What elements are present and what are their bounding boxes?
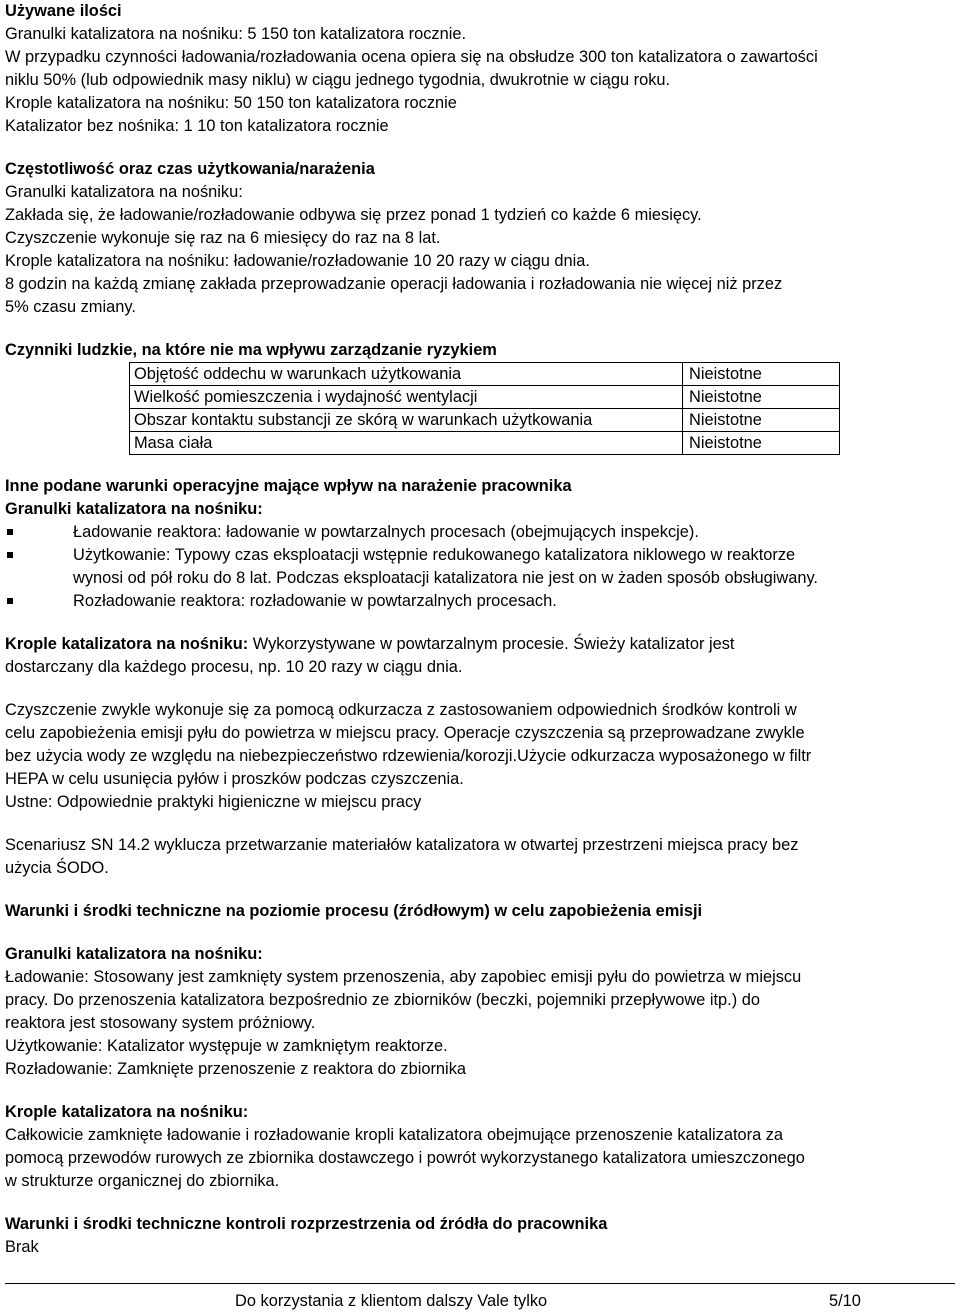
text-line xyxy=(5,633,955,656)
subheading-granules: Granulki katalizatora na nośniku: xyxy=(5,500,263,518)
text-line: Ustne: Odpowiednie praktyki higieniczne w miejscu pracy xyxy=(5,793,422,811)
text-line: Katalizator bez nośnika: 1 10 ton katalizatora rocznie xyxy=(5,117,389,135)
text-line: Ładowanie: Stosowany jest zamknięty system przenoszenia, aby zapobiec emisji pyłu do powietrza w miejscu xyxy=(5,968,802,986)
text-line: Czyszczenie wykonuje się raz na 6 miesięcy do raz na 8 lat. xyxy=(5,229,441,247)
subheading-drops: Krople katalizatora na nośniku: xyxy=(5,1103,249,1121)
text-line: Krople katalizatora na nośniku: 50 150 ton katalizatora rocznie xyxy=(5,94,457,112)
subheading-granules: Granulki katalizatora na nośniku: xyxy=(5,945,263,963)
text-line: W przypadku czynności ładowania/rozładowania ocena opiera się na obsłudze 300 ton katalizatora o zawartości xyxy=(5,48,818,66)
text-line: Zakłada się, że ładowanie/rozładowanie odbywa się przez ponad 1 tydzień co każde 6 miesięcy. xyxy=(5,206,702,224)
text-line: Użytkowanie: Katalizator występuje w zamkniętym reaktorze. xyxy=(5,1037,448,1055)
footer-text: Do korzystania z klientom dalszy Vale tylko xyxy=(235,1292,548,1310)
text-line: użycia ŚODO. xyxy=(5,859,109,877)
text-line: pomocą przewodów rurowych ze zbiornika dostawczego i powrót wykorzystanego katalizatora umieszczonego xyxy=(5,1149,805,1167)
text-line: celu zapobieżenia emisji pyłu do powietrza w miejscu pracy. Operacje czyszczenia są przeprowadzane zwykle xyxy=(5,724,805,742)
section-heading-frequency: Częstotliwość oraz czas użytkowania/narażenia xyxy=(5,160,375,178)
table-row xyxy=(130,386,840,409)
section-heading-dispersion-control: Warunki i środki techniczne kontroli rozprzestrzenia od źródła do pracownika xyxy=(5,1215,608,1233)
list-item xyxy=(5,590,955,613)
list-item xyxy=(5,521,955,544)
text-line: Granulki katalizatora na nośniku: 5 150 ton katalizatora rocznie. xyxy=(5,25,467,43)
section-heading-human-factors: Czynniki ludzkie, na które nie ma wpływu zarządzanie ryzykiem xyxy=(5,341,497,359)
section-heading-process-measures: Warunki i środki techniczne na poziomie procesu (źródłowym) w celu zapobieżenia emisji xyxy=(5,902,703,920)
text-line: Scenariusz SN 14.2 wyklucza przetwarzanie materiałów katalizatora w otwartej przestrzeni miejsca pracy bez xyxy=(5,836,799,854)
text-line: Brak xyxy=(5,1238,39,1256)
list-item-text: Użytkowanie: Typowy czas eksploatacji wstępnie redukowanego katalizatora niklowego w reaktorze xyxy=(73,546,796,564)
table-cell-value: Nieistotne xyxy=(683,386,840,409)
text-line: bez użycia wody ze względu na niebezpieczeństwo rdzewienia/korozji.Użycie odkurzacza wyposażonego w filtr xyxy=(5,747,812,765)
text-line: Całkowicie zamknięte ładowanie i rozładowanie kropli katalizatora obejmujące przenoszenie katalizatora za xyxy=(5,1126,784,1144)
text-line: 5% czasu zmiany. xyxy=(5,298,136,316)
text-line: Krople katalizatora na nośniku: ładowanie/rozładowanie 10 20 razy w ciągu dnia. xyxy=(5,252,590,270)
section-heading-quantities: Używane ilości xyxy=(5,2,122,20)
table-cell-value: Nieistotne xyxy=(683,432,840,455)
table-row xyxy=(130,363,840,386)
table-cell-value: Nieistotne xyxy=(683,363,840,386)
text-span: Wykorzystywane w powtarzalnym procesie. Świeży katalizator jest xyxy=(248,635,735,653)
list-item xyxy=(5,544,955,590)
bullet-list xyxy=(5,521,955,613)
footer-divider xyxy=(5,1283,955,1284)
text-line: Czyszczenie zwykle wykonuje się za pomocą odkurzacza z zastosowaniem odpowiednich środków kontroli w xyxy=(5,701,797,719)
table-cell-factor: Wielkość pomieszczenia i wydajność wentylacji xyxy=(130,386,683,409)
table-cell-value: Nieistotne xyxy=(683,409,840,432)
text-line: niklu 50% (lub odpowiednik masy niklu) w ciągu jednego tygodnia, dwukrotnie w ciągu roku. xyxy=(5,71,671,89)
table-row xyxy=(130,432,840,455)
page-number: 5/10 xyxy=(829,1292,861,1310)
text-line: Rozładowanie: Zamknięte przenoszenie z reaktora do zbiornika xyxy=(5,1060,467,1078)
human-factors-table xyxy=(129,362,840,455)
document-page xyxy=(5,0,955,1259)
text-line: dostarczany dla każdego procesu, np. 10 20 razy w ciągu dnia. xyxy=(5,658,463,676)
list-item-text: wynosi od pół roku do 8 lat. Podczas eksploatacji katalizatora nie jest on w żaden sposób obsługiwany. xyxy=(73,569,818,587)
text-line: 8 godzin na każdą zmianę zakłada przeprowadzanie operacji ładowania i rozładowania nie więcej niż przez xyxy=(5,275,783,293)
text-line: Granulki katalizatora na nośniku: xyxy=(5,183,243,201)
bold-lead: Krople katalizatora na nośniku: xyxy=(5,635,249,653)
table-row xyxy=(130,409,840,432)
section-heading-operating-conditions: Inne podane warunki operacyjne mające wpływ na narażenie pracownika xyxy=(5,477,572,495)
table-cell-factor: Masa ciała xyxy=(130,432,683,455)
table-cell-factor: Obszar kontaktu substancji ze skórą w warunkach użytkowania xyxy=(130,409,683,432)
text-line: pracy. Do przenoszenia katalizatora bezpośrednio ze zbiorników (beczki, pojemniki przepływowe itp.) do xyxy=(5,991,760,1009)
text-line: reaktora jest stosowany system próżniowy. xyxy=(5,1014,316,1032)
list-item-text: Ładowanie reaktora: ładowanie w powtarzalnych procesach (obejmujących inspekcje). xyxy=(73,523,699,541)
list-item-text: Rozładowanie reaktora: rozładowanie w powtarzalnych procesach. xyxy=(73,592,557,610)
text-line: HEPA w celu usunięcia pyłów i proszków podczas czyszczenia. xyxy=(5,770,464,788)
text-line: w strukturze organicznej do zbiornika. xyxy=(5,1172,280,1190)
table-cell-factor: Objętość oddechu w warunkach użytkowania xyxy=(130,363,683,386)
